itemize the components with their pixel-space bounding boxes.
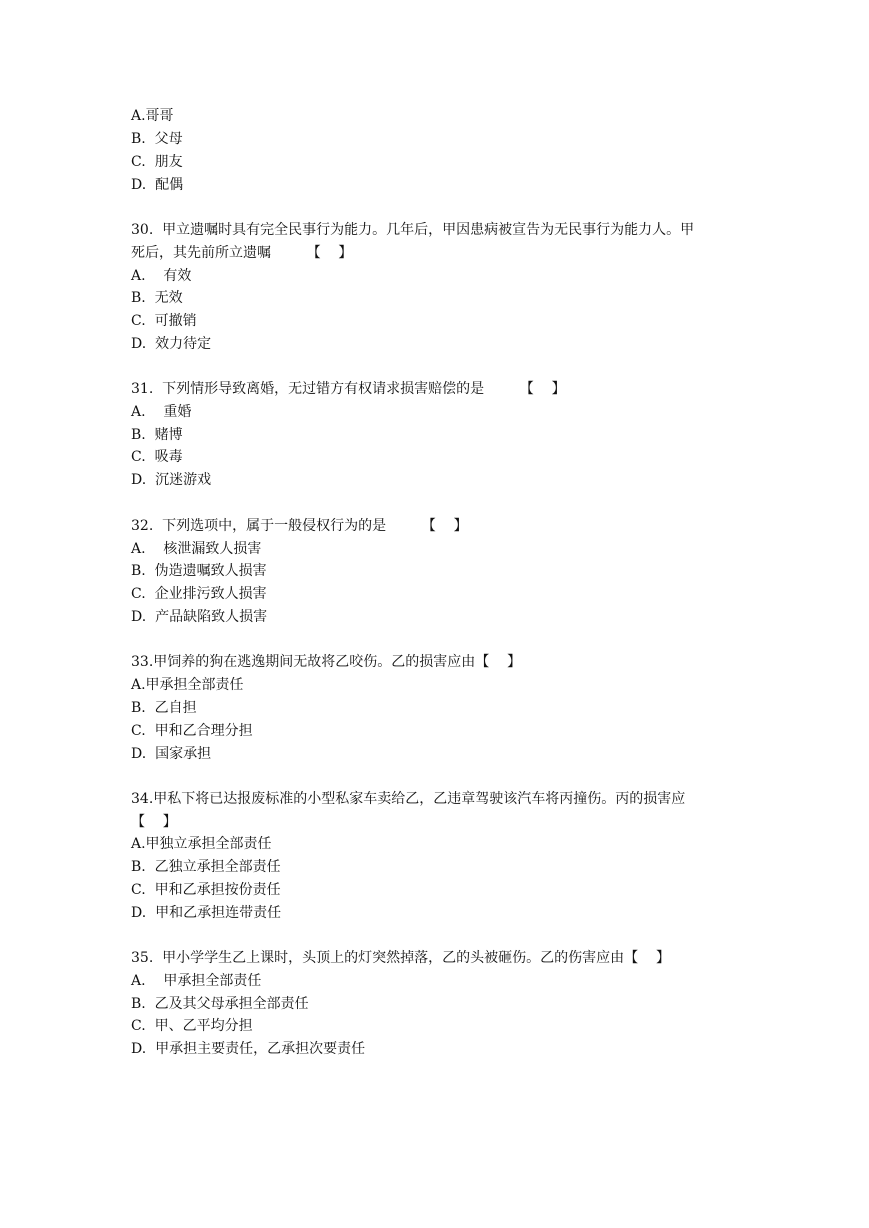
question-30-option-a: A. 有效 [131, 268, 192, 284]
question-33-stem: 33.甲饲养的狗在逃逸期间无故将乙咬伤。乙的损害应由【 】 [131, 654, 522, 670]
question-32-option-b: B. 伪造遗嘱致人损害 [131, 563, 267, 579]
question-31-option-a: A. 重婚 [131, 404, 192, 420]
question-30-option-b: B. 无效 [131, 290, 183, 306]
question-34-option-a: A.甲独立承担全部责任 [131, 836, 272, 852]
question-31-stem: 31. 下列情形导致离婚，无过错方有权请求损害赔偿的是 【 】 [131, 381, 566, 397]
question-34-option-b: B. 乙独立承担全部责任 [131, 859, 281, 875]
option-b: B. 父母 [131, 131, 183, 147]
question-35-option-a: A. 甲承担全部责任 [131, 973, 262, 989]
question-32-stem: 32. 下列选项中，属于一般侵权行为的是 【 】 [131, 518, 468, 534]
question-33-option-b: B. 乙自担 [131, 700, 197, 716]
question-34-option-d: D. 甲和乙承担连带责任 [131, 905, 282, 921]
question-34-option-c: C. 甲和乙承担按份责任 [131, 882, 281, 898]
question-35-option-b: B. 乙及其父母承担全部责任 [131, 996, 309, 1012]
question-30-option-c: C. 可撤销 [131, 313, 197, 329]
question-31-option-d: D. 沉迷游戏 [131, 472, 212, 488]
question-35-stem: 35. 甲小学学生乙上课时，头顶上的灯突然掉落，乙的头被砸伤。乙的伤害应由【 】 [131, 950, 670, 966]
option-d: D. 配偶 [131, 177, 184, 193]
question-33-option-a: A.甲承担全部责任 [131, 677, 244, 693]
question-30-stem-line2: 死后，其先前所立遗嘱 【 】 [131, 245, 353, 261]
question-33-option-c: C. 甲和乙合理分担 [131, 723, 253, 739]
question-35-option-c: C. 甲、乙平均分担 [131, 1018, 253, 1034]
option-c: C. 朋友 [131, 154, 183, 170]
question-31-option-b: B. 赌博 [131, 427, 183, 443]
question-32-option-c: C. 企业排污致人损害 [131, 586, 267, 602]
question-35-option-d: D. 甲承担主要责任，乙承担次要责任 [131, 1041, 366, 1057]
question-34-stem-line2: 【 】 [131, 814, 177, 830]
question-30-option-d: D. 效力待定 [131, 336, 212, 352]
question-31-option-c: C. 吸毒 [131, 449, 183, 465]
question-33-option-d: D. 国家承担 [131, 746, 212, 762]
question-30-stem-line1: 30. 甲立遗嘱时具有完全民事行为能力。几年后，甲因患病被宣告为无民事行为能力人。甲 [131, 222, 695, 238]
question-32-option-a: A. 核泄漏致人损害 [131, 541, 262, 557]
question-34-stem-line1: 34.甲私下将已达报废标准的小型私家车卖给乙，乙违章驾驶该汽车将丙撞伤。丙的损害应 [131, 791, 686, 807]
question-32-option-d: D. 产品缺陷致人损害 [131, 609, 268, 625]
option-a: A.哥哥 [131, 108, 174, 124]
